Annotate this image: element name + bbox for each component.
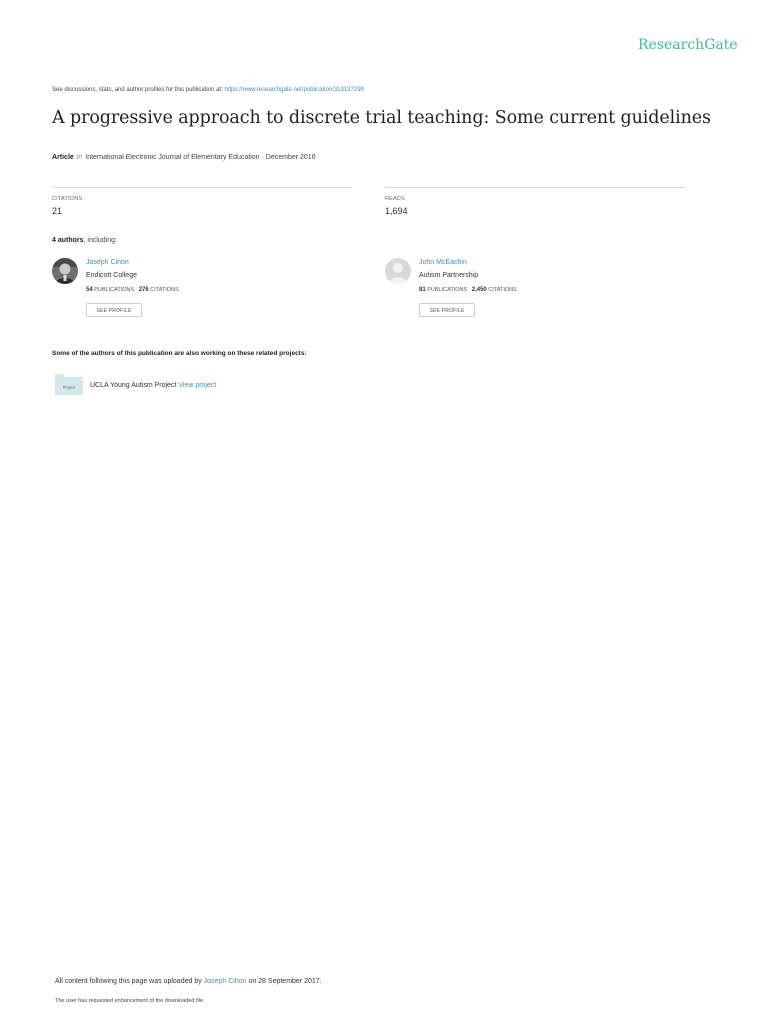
default-avatar-icon[interactable] bbox=[385, 258, 411, 284]
publication-meta bbox=[52, 154, 316, 161]
author-stats bbox=[86, 287, 179, 293]
author-citations-label: CITATIONS bbox=[488, 287, 517, 293]
citations-label: CITATIONS bbox=[52, 196, 83, 202]
discussions-text: See discussions, stats, and author profiles for this publication at: bbox=[52, 87, 223, 93]
publication-type: Article bbox=[52, 154, 74, 161]
authors-count: 4 authors bbox=[52, 237, 84, 244]
view-project-link[interactable]: View project bbox=[178, 382, 217, 389]
researchgate-logo[interactable]: ResearchGate bbox=[638, 37, 738, 53]
see-profile-button[interactable]: SEE PROFILE bbox=[86, 303, 142, 317]
citations-divider bbox=[52, 187, 352, 188]
publication-url-link[interactable]: https://www.researchgate.net/publication/313137299 bbox=[224, 87, 364, 93]
author-citations-label: CITATIONS bbox=[150, 287, 179, 293]
see-profile-button[interactable]: SEE PROFILE bbox=[419, 303, 475, 317]
author-name-link[interactable]: John McEachin bbox=[419, 259, 467, 266]
project-folder-icon bbox=[55, 373, 83, 395]
author-name-link[interactable]: Joseph Cihon bbox=[86, 259, 129, 266]
authors-suffix: , including: bbox=[83, 237, 117, 244]
enhancement-note: The user has requested enhancement of the downloaded file. bbox=[55, 998, 205, 1004]
author-publications-label: PUBLICATIONS bbox=[94, 287, 135, 293]
publication-title: A progressive approach to discrete trial teaching: Some current guidelines bbox=[52, 108, 711, 128]
author-citations-count: 2,450 bbox=[471, 287, 487, 293]
journal-name: International Electronic Journal of Elementary Education · December 2016 bbox=[85, 154, 316, 161]
upload-date: on 28 September 2017. bbox=[248, 978, 322, 985]
upload-note bbox=[55, 978, 322, 985]
author-publications-label: PUBLICATIONS bbox=[427, 287, 468, 293]
citations-value: 21 bbox=[52, 206, 63, 216]
related-project-item bbox=[90, 382, 216, 389]
reads-value: 1,694 bbox=[385, 206, 408, 216]
project-name: UCLA Young Autism Project bbox=[90, 382, 177, 389]
author-citations-count: 276 bbox=[138, 287, 149, 293]
meta-in: in bbox=[76, 154, 83, 161]
author-photo[interactable] bbox=[52, 258, 78, 284]
author-publications-count: 81 bbox=[419, 287, 426, 293]
reads-label: READS bbox=[385, 196, 405, 202]
related-projects-heading: Some of the authors of this publication are also working on these related projects: bbox=[52, 350, 307, 357]
author-institution: Endicott College bbox=[86, 272, 137, 279]
discussions-line bbox=[52, 87, 364, 93]
project-icon-label: Project bbox=[62, 384, 76, 390]
authors-heading bbox=[52, 237, 117, 244]
author-institution: Autism Partnership bbox=[419, 272, 479, 279]
uploader-link[interactable]: Joseph Cihon bbox=[203, 978, 247, 985]
author-stats bbox=[419, 287, 517, 293]
upload-prefix: All content following this page was uploaded by bbox=[55, 978, 202, 985]
author-publications-count: 54 bbox=[86, 287, 93, 293]
reads-divider bbox=[385, 187, 685, 188]
